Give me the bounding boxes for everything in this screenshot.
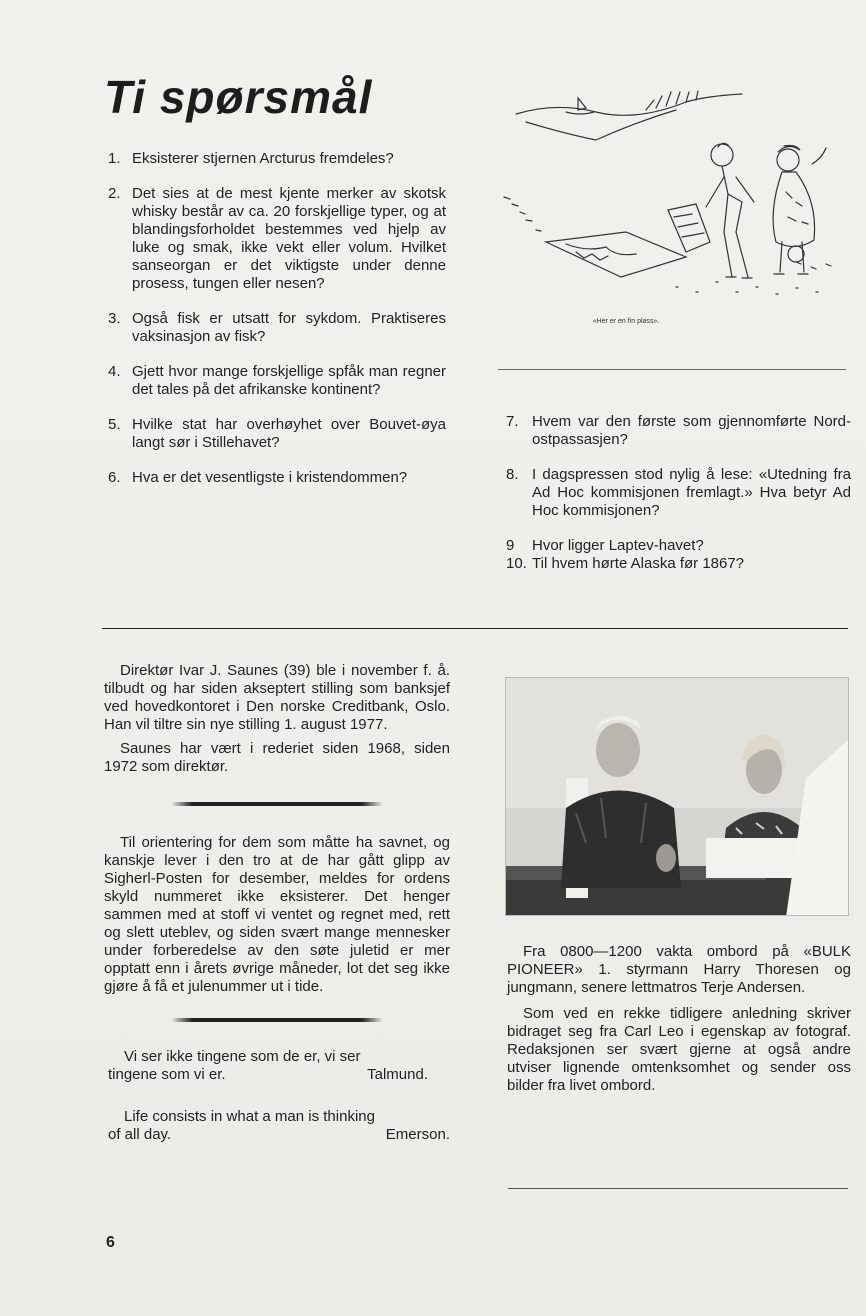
question-number: 8. — [506, 466, 519, 483]
crew-photo — [505, 677, 849, 916]
question-number: 5. — [108, 416, 121, 433]
question-number: 6. — [108, 469, 121, 486]
question-text: Gjett hvor mange forskjellige spfåk man regner det tales på det afrikanske kontinent? — [132, 363, 446, 398]
page-number: 6 — [106, 1234, 115, 1251]
question-text: Eksisterer stjernen Arcturus fremdeles? — [132, 150, 394, 167]
saunes-paragraph-2: Saunes har vært i rederiet siden 1968, siden 1972 som direktør. — [104, 740, 450, 775]
question-item — [108, 185, 446, 293]
right-column-articles — [507, 943, 851, 1101]
quote-author: Emerson. — [385, 1126, 450, 1143]
quote-line: Vi ser ikke tingene som de er, vi ser — [124, 1048, 361, 1065]
question-item — [506, 555, 851, 573]
question-text: Det sies at de mest kjente merker av skotsk whisky består av ca. 20 forskjellige typer, og at blandingsforholdet bestemmes ved hjelp av luke og smak, ikke vekt eller volum. Hvilket sanseorgan er det viktigste under denne prosess, tungen eller nesen? — [132, 185, 446, 292]
question-text: Hvilke stat har overhøyhet over Bouvet-øya langt sør i Stillehavet? — [132, 416, 446, 451]
question-number: 4. — [108, 363, 121, 380]
questions-list-left — [108, 150, 446, 504]
question-item — [506, 537, 851, 555]
question-item — [108, 416, 446, 452]
divider-rule — [498, 369, 846, 370]
quote-line: of all day. — [108, 1126, 172, 1143]
question-text: I dagspressen stod nylig å lese: «Utedning fra Ad Hoc kommisjonen fremlagt.» Hva betyr Ad Hoc kommisjonen? — [532, 466, 851, 519]
page-title: Ti spørsmål — [104, 71, 373, 123]
question-text: Hvor ligger Laptev-havet? — [532, 537, 704, 554]
cartoon-caption: «Her er en fin plass». — [592, 318, 660, 325]
section-divider — [102, 628, 848, 629]
question-text: Hvem var den første som gjennomførte Nord-ostpassasjen? — [532, 413, 851, 448]
divider-rule — [508, 1188, 848, 1189]
photo-credit-paragraph: Som ved en rekke tidligere anledning skriver bidraget seg fra Carl Leo i egenskap av fotograf. Redaksjonen ser svært gjerne at også andre utviser lignende omtenksomhet og sender oss bilder fra livet ombord. — [507, 1005, 851, 1094]
question-number: 7. — [506, 413, 519, 430]
saunes-paragraph-1: Direktør Ivar J. Saunes (39) ble i november f. å. tilbudt og har siden akseptert stilling som banksjef ved hovedkontoret i Den norske Creditbank, Oslo. Han vil tiltre sin nye stilling 1. august 1977. — [104, 662, 450, 733]
beach-cartoon-illustration — [496, 82, 846, 302]
questions-list-right — [506, 413, 851, 573]
question-text: Hva er det vesentligste i kristendommen? — [132, 469, 408, 486]
question-item — [506, 413, 851, 449]
orientering-paragraph: Til orientering for dem som måtte ha savnet, og kanskje lever i den tro at de har gått glipp av Sigherl-Posten for desember, meldes for ordens skyld nummeret ikke eksisterer. Det henger sammen med at stoff vi ventet og regnet med, rett og slett uteblev, og siden svært mange mennesker under forberedelse av den søte juletid er mer opptatt enn i årets øvrige måneder, lot det seg ikke gjøre å få et julenummer ut i tide. — [104, 834, 450, 995]
question-number: 10. — [506, 555, 527, 572]
quote-author: Talmund. — [367, 1066, 428, 1083]
quote-line: tingene som vi er. — [108, 1066, 226, 1083]
question-item — [108, 469, 446, 487]
question-text: Til hvem hørte Alaska før 1867? — [532, 555, 745, 572]
question-number: 3. — [108, 310, 121, 327]
quote-emerson — [104, 1108, 450, 1144]
question-number: 1. — [108, 150, 121, 167]
question-number: 9 — [506, 537, 515, 554]
quote-line: Life consists in what a man is thinking — [124, 1108, 375, 1125]
photo-caption: Fra 0800—1200 vakta ombord på «BULK PIONEER» 1. styrmann Harry Thoresen og jungmann, senere lettmatros Terje Andersen. — [507, 943, 851, 996]
question-text: Også fisk er utsatt for sykdom. Praktiseres vaksinasjon av fisk? — [132, 310, 446, 345]
question-item — [108, 150, 446, 168]
question-number: 2. — [108, 185, 121, 202]
crew-photo-image — [506, 678, 849, 916]
question-item — [506, 466, 851, 520]
question-item — [108, 310, 446, 346]
left-column-articles — [104, 662, 450, 1144]
question-item — [108, 363, 446, 399]
quote-talmund — [104, 1048, 450, 1084]
